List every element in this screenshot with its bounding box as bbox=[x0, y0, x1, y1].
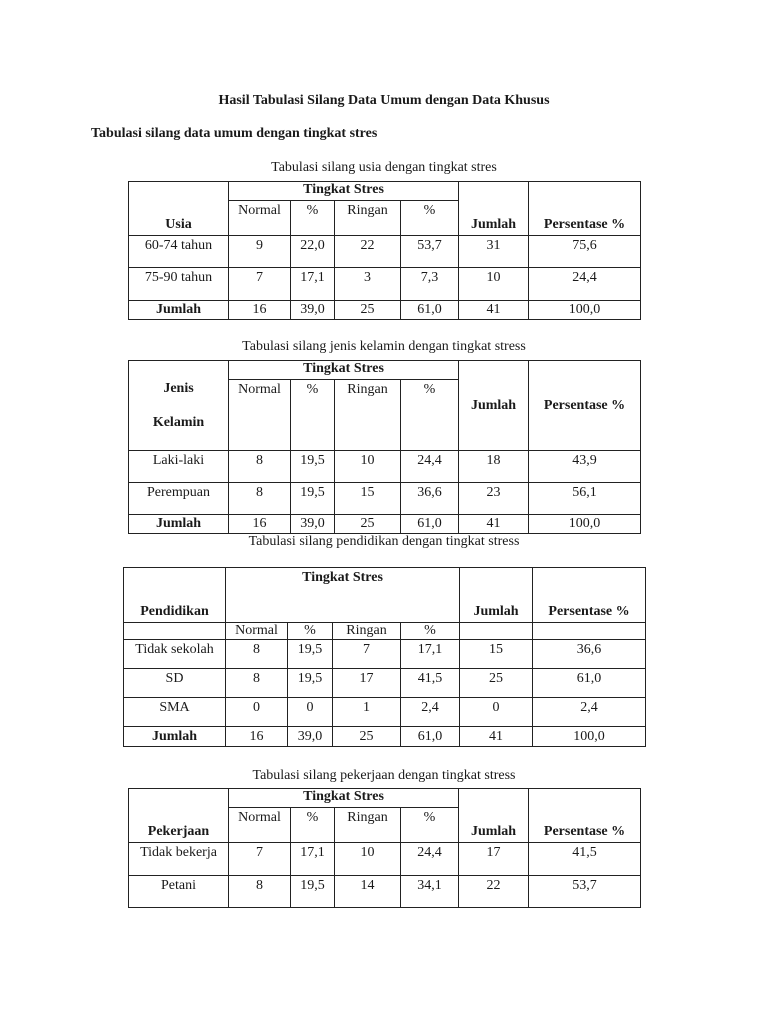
cell-ringan-pct: 41,5 bbox=[401, 669, 460, 698]
total-jumlah: 41 bbox=[459, 515, 529, 534]
header-tingkat-stres: Tingkat Stres bbox=[229, 182, 459, 201]
cell-persentase: 24,4 bbox=[529, 268, 641, 301]
section-subtitle: Tabulasi silang data umum dengan tingkat stres bbox=[91, 126, 378, 141]
table-usia bbox=[128, 181, 641, 320]
cell-normal: 7 bbox=[229, 268, 291, 301]
cell-normal-pct: 19,5 bbox=[291, 483, 335, 515]
table-pekerjaan-caption: Tabulasi silang pekerjaan dengan tingkat stress bbox=[252, 768, 516, 783]
cell-normal: 9 bbox=[229, 236, 291, 268]
cell-ringan-pct: 24,4 bbox=[401, 451, 459, 483]
header-ringan-pct: % bbox=[401, 623, 460, 640]
cell-ringan-pct: 53,7 bbox=[401, 236, 459, 268]
table-row bbox=[129, 268, 641, 301]
cell-normal-pct: 0 bbox=[288, 698, 333, 727]
cell-normal: 8 bbox=[229, 483, 291, 515]
total-row bbox=[124, 727, 646, 747]
row-label: SMA bbox=[124, 698, 226, 727]
header-jumlah: Jumlah bbox=[459, 361, 529, 451]
header-ringan: Ringan bbox=[335, 808, 401, 843]
header-normal: Normal bbox=[226, 623, 288, 640]
row-label: Tidak bekerja bbox=[129, 843, 229, 876]
table-row bbox=[129, 843, 641, 876]
row-header-line1: Jenis bbox=[163, 380, 194, 396]
table-row bbox=[124, 640, 646, 669]
cell-normal-pct: 19,5 bbox=[288, 669, 333, 698]
cell-ringan-pct: 2,4 bbox=[401, 698, 460, 727]
header-normal: Normal bbox=[229, 380, 291, 451]
total-ringan-pct: 61,0 bbox=[401, 727, 460, 747]
cell-jumlah: 25 bbox=[460, 669, 533, 698]
header-normal: Normal bbox=[229, 808, 291, 843]
total-normal: 16 bbox=[226, 727, 288, 747]
header-normal-pct: % bbox=[291, 808, 335, 843]
row-label: 75-90 tahun bbox=[129, 268, 229, 301]
cell-persentase: 41,5 bbox=[529, 843, 641, 876]
header-tingkat-stres: Tingkat Stres bbox=[226, 568, 460, 623]
cell-normal: 8 bbox=[226, 640, 288, 669]
cell-jumlah: 31 bbox=[459, 236, 529, 268]
cell-normal: 7 bbox=[229, 843, 291, 876]
header-ringan-pct: % bbox=[401, 201, 459, 236]
cell-jumlah: 0 bbox=[460, 698, 533, 727]
header-jumlah: Jumlah bbox=[460, 568, 533, 623]
cell-normal: 8 bbox=[229, 876, 291, 908]
table-row bbox=[124, 698, 646, 727]
total-normal: 16 bbox=[229, 301, 291, 320]
cell-ringan: 3 bbox=[335, 268, 401, 301]
row-label: Perempuan bbox=[129, 483, 229, 515]
total-label: Jumlah bbox=[129, 301, 229, 320]
total-label: Jumlah bbox=[124, 727, 226, 747]
header-persentase: Persentase % bbox=[529, 361, 641, 451]
cell-jumlah: 15 bbox=[460, 640, 533, 669]
total-row bbox=[129, 515, 641, 534]
cell-ringan: 10 bbox=[335, 451, 401, 483]
row-label: SD bbox=[124, 669, 226, 698]
cell-normal-pct: 17,1 bbox=[291, 268, 335, 301]
header-normal-pct: % bbox=[291, 380, 335, 451]
cell-normal-pct: 22,0 bbox=[291, 236, 335, 268]
cell-normal: 8 bbox=[226, 669, 288, 698]
header-tingkat-stres: Tingkat Stres bbox=[229, 361, 459, 380]
header-ringan: Ringan bbox=[335, 201, 401, 236]
table-row bbox=[129, 451, 641, 483]
total-jumlah: 41 bbox=[459, 301, 529, 320]
header-jumlah: Jumlah bbox=[459, 182, 529, 236]
cell-persentase: 36,6 bbox=[533, 640, 646, 669]
row-label: Petani bbox=[129, 876, 229, 908]
header-ringan-pct: % bbox=[401, 380, 459, 451]
cell-ringan-pct: 36,6 bbox=[401, 483, 459, 515]
header-normal-pct: % bbox=[291, 201, 335, 236]
cell-persentase: 2,4 bbox=[533, 698, 646, 727]
cell-jumlah: 23 bbox=[459, 483, 529, 515]
cell-normal-pct: 19,5 bbox=[291, 451, 335, 483]
cell-persentase: 56,1 bbox=[529, 483, 641, 515]
row-label: Laki-laki bbox=[129, 451, 229, 483]
cell-jumlah: 18 bbox=[459, 451, 529, 483]
table-jenis-kelamin-caption: Tabulasi silang jenis kelamin dengan tingkat stress bbox=[242, 339, 526, 354]
table-row bbox=[124, 669, 646, 698]
row-label: 60-74 tahun bbox=[129, 236, 229, 268]
header-ringan: Ringan bbox=[333, 623, 401, 640]
cell-ringan: 15 bbox=[335, 483, 401, 515]
cell-ringan: 17 bbox=[333, 669, 401, 698]
header-ringan-pct: % bbox=[401, 808, 459, 843]
cell-jumlah: 17 bbox=[459, 843, 529, 876]
total-normal-pct: 39,0 bbox=[288, 727, 333, 747]
document-title: Hasil Tabulasi Silang Data Umum dengan Data Khusus bbox=[218, 93, 550, 108]
cell-ringan-pct: 34,1 bbox=[401, 876, 459, 908]
table-pendidikan-caption: Tabulasi silang pendidikan dengan tingkat stress bbox=[248, 534, 520, 549]
table-jenis-kelamin bbox=[128, 360, 641, 534]
table-usia-caption: Tabulasi silang usia dengan tingkat stres bbox=[271, 160, 497, 175]
cell-normal: 0 bbox=[226, 698, 288, 727]
cell-persentase: 75,6 bbox=[529, 236, 641, 268]
total-normal-pct: 39,0 bbox=[291, 515, 335, 534]
total-ringan: 25 bbox=[335, 301, 401, 320]
cell-normal-pct: 17,1 bbox=[291, 843, 335, 876]
total-label: Jumlah bbox=[129, 515, 229, 534]
cell-ringan: 1 bbox=[333, 698, 401, 727]
row-label: Tidak sekolah bbox=[124, 640, 226, 669]
cell-ringan: 7 bbox=[333, 640, 401, 669]
total-persentase: 100,0 bbox=[529, 515, 641, 534]
total-ringan: 25 bbox=[335, 515, 401, 534]
header-persentase: Persentase % bbox=[533, 568, 646, 623]
table-row bbox=[129, 236, 641, 268]
cell-ringan: 10 bbox=[335, 843, 401, 876]
table-pendidikan bbox=[123, 567, 646, 747]
cell-normal-pct: 19,5 bbox=[288, 640, 333, 669]
table-row bbox=[129, 483, 641, 515]
total-ringan-pct: 61,0 bbox=[401, 301, 459, 320]
total-persentase: 100,0 bbox=[529, 301, 641, 320]
header-ringan: Ringan bbox=[335, 380, 401, 451]
cell-ringan: 22 bbox=[335, 236, 401, 268]
total-jumlah: 41 bbox=[460, 727, 533, 747]
cell-ringan-pct: 17,1 bbox=[401, 640, 460, 669]
total-normal: 16 bbox=[229, 515, 291, 534]
table-row bbox=[129, 876, 641, 908]
header-persentase: Persentase % bbox=[529, 789, 641, 843]
row-header-pekerjaan: Pekerjaan bbox=[129, 789, 229, 843]
cell-persentase: 53,7 bbox=[529, 876, 641, 908]
row-header-usia: Usia bbox=[129, 182, 229, 236]
cell-ringan-pct: 7,3 bbox=[401, 268, 459, 301]
row-header-pendidikan: Pendidikan bbox=[124, 568, 226, 623]
total-ringan-pct: 61,0 bbox=[401, 515, 459, 534]
table-pekerjaan bbox=[128, 788, 641, 908]
row-header-jenis-kelamin bbox=[129, 361, 229, 451]
cell-ringan-pct: 24,4 bbox=[401, 843, 459, 876]
cell-ringan: 14 bbox=[335, 876, 401, 908]
header-persentase: Persentase % bbox=[529, 182, 641, 236]
total-persentase: 100,0 bbox=[533, 727, 646, 747]
cell-normal: 8 bbox=[229, 451, 291, 483]
cell-jumlah: 10 bbox=[459, 268, 529, 301]
header-tingkat-stres: Tingkat Stres bbox=[229, 789, 459, 808]
cell-persentase: 43,9 bbox=[529, 451, 641, 483]
total-ringan: 25 bbox=[333, 727, 401, 747]
header-normal-pct: % bbox=[288, 623, 333, 640]
total-normal-pct: 39,0 bbox=[291, 301, 335, 320]
header-normal: Normal bbox=[229, 201, 291, 236]
row-header-line2: Kelamin bbox=[152, 414, 205, 430]
header-jumlah: Jumlah bbox=[459, 789, 529, 843]
cell-jumlah: 22 bbox=[459, 876, 529, 908]
cell-normal-pct: 19,5 bbox=[291, 876, 335, 908]
cell-persentase: 61,0 bbox=[533, 669, 646, 698]
total-row bbox=[129, 301, 641, 320]
